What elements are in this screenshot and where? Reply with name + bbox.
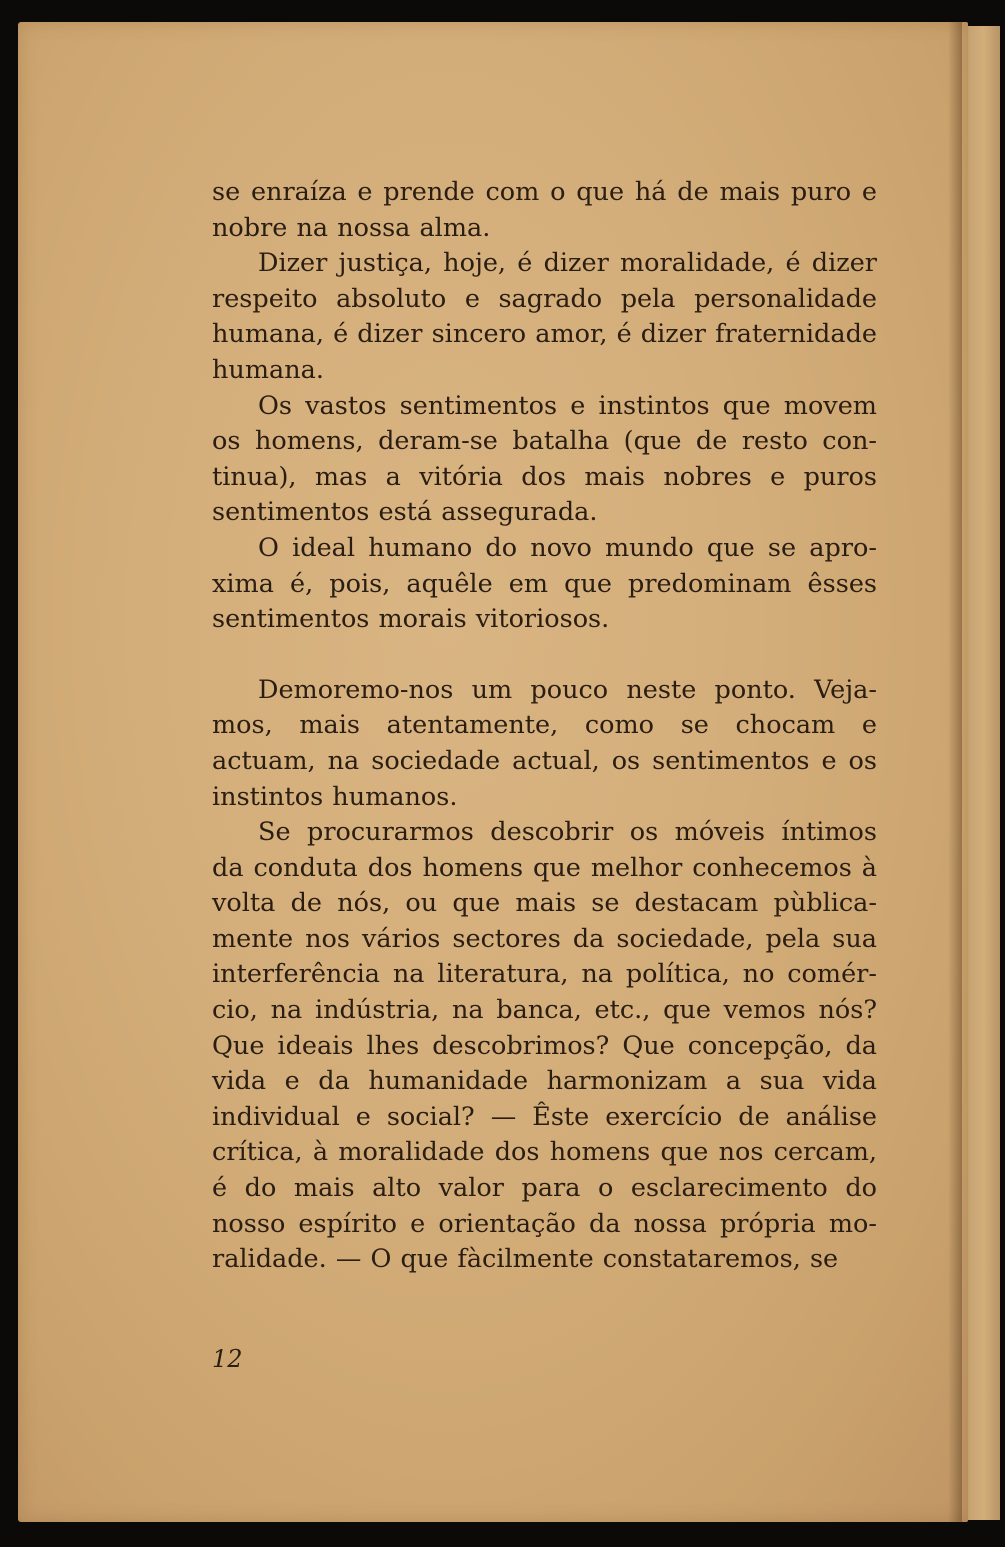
paragraph-analysis: Se procurarmos descobrir os móveis íntimos da conduta dos homens que melhor conhecemos à volta de nós, ou que mais se destacam pùblicamente nos vários sectores da sociedade, pela sua interferência na literatura, na política, no comércio, na indústria, na banca, etc., que vemos nós? Que ideais lhes descobrimos? Que concepção, da vida e da humanidade harmonizam a sua vida individual e social? — Êste exercício de análise crítica, à moralidade dos homens que nos cercam, é do mais alto valor para o esclarecimento do nosso espírito e orientação da nossa própria moralidade. — O que fàcilmente constataremos, se [212, 817, 877, 1275]
spine-shadow [948, 22, 962, 1522]
paragraph-demoremo: Demoremo-nos um pouco neste ponto. Vejamos, mais atentamente, como se chocam e actuam, na sociedade actual, os sentimentos e os instintos humanos. [212, 674, 877, 812]
paragraph-sentiments: Os vastos sentimentos e instintos que movem os homens, deram-se batalha (que de resto continua), mas a vitória dos mais nobres e puros sentimentos está assegurada. [212, 390, 877, 528]
paragraph-justice: Dizer justiça, hoje, é dizer moralidade, é dizer respeito absoluto e sagrado pela personalidade humana, é dizer sincero amor, é dizer fraternidade humana. [212, 248, 877, 385]
paragraph-ideal: O ideal humano do novo mundo que se aproxima é, pois, aquêle em que predominam êsses sentimentos morais vitoriosos. [212, 532, 877, 635]
page-number: 12 [212, 1345, 243, 1373]
paragraph-continuation: se enraíza e prende com o que há de mais puro e nobre na nossa alma. [212, 177, 877, 243]
body-text [212, 175, 877, 1278]
